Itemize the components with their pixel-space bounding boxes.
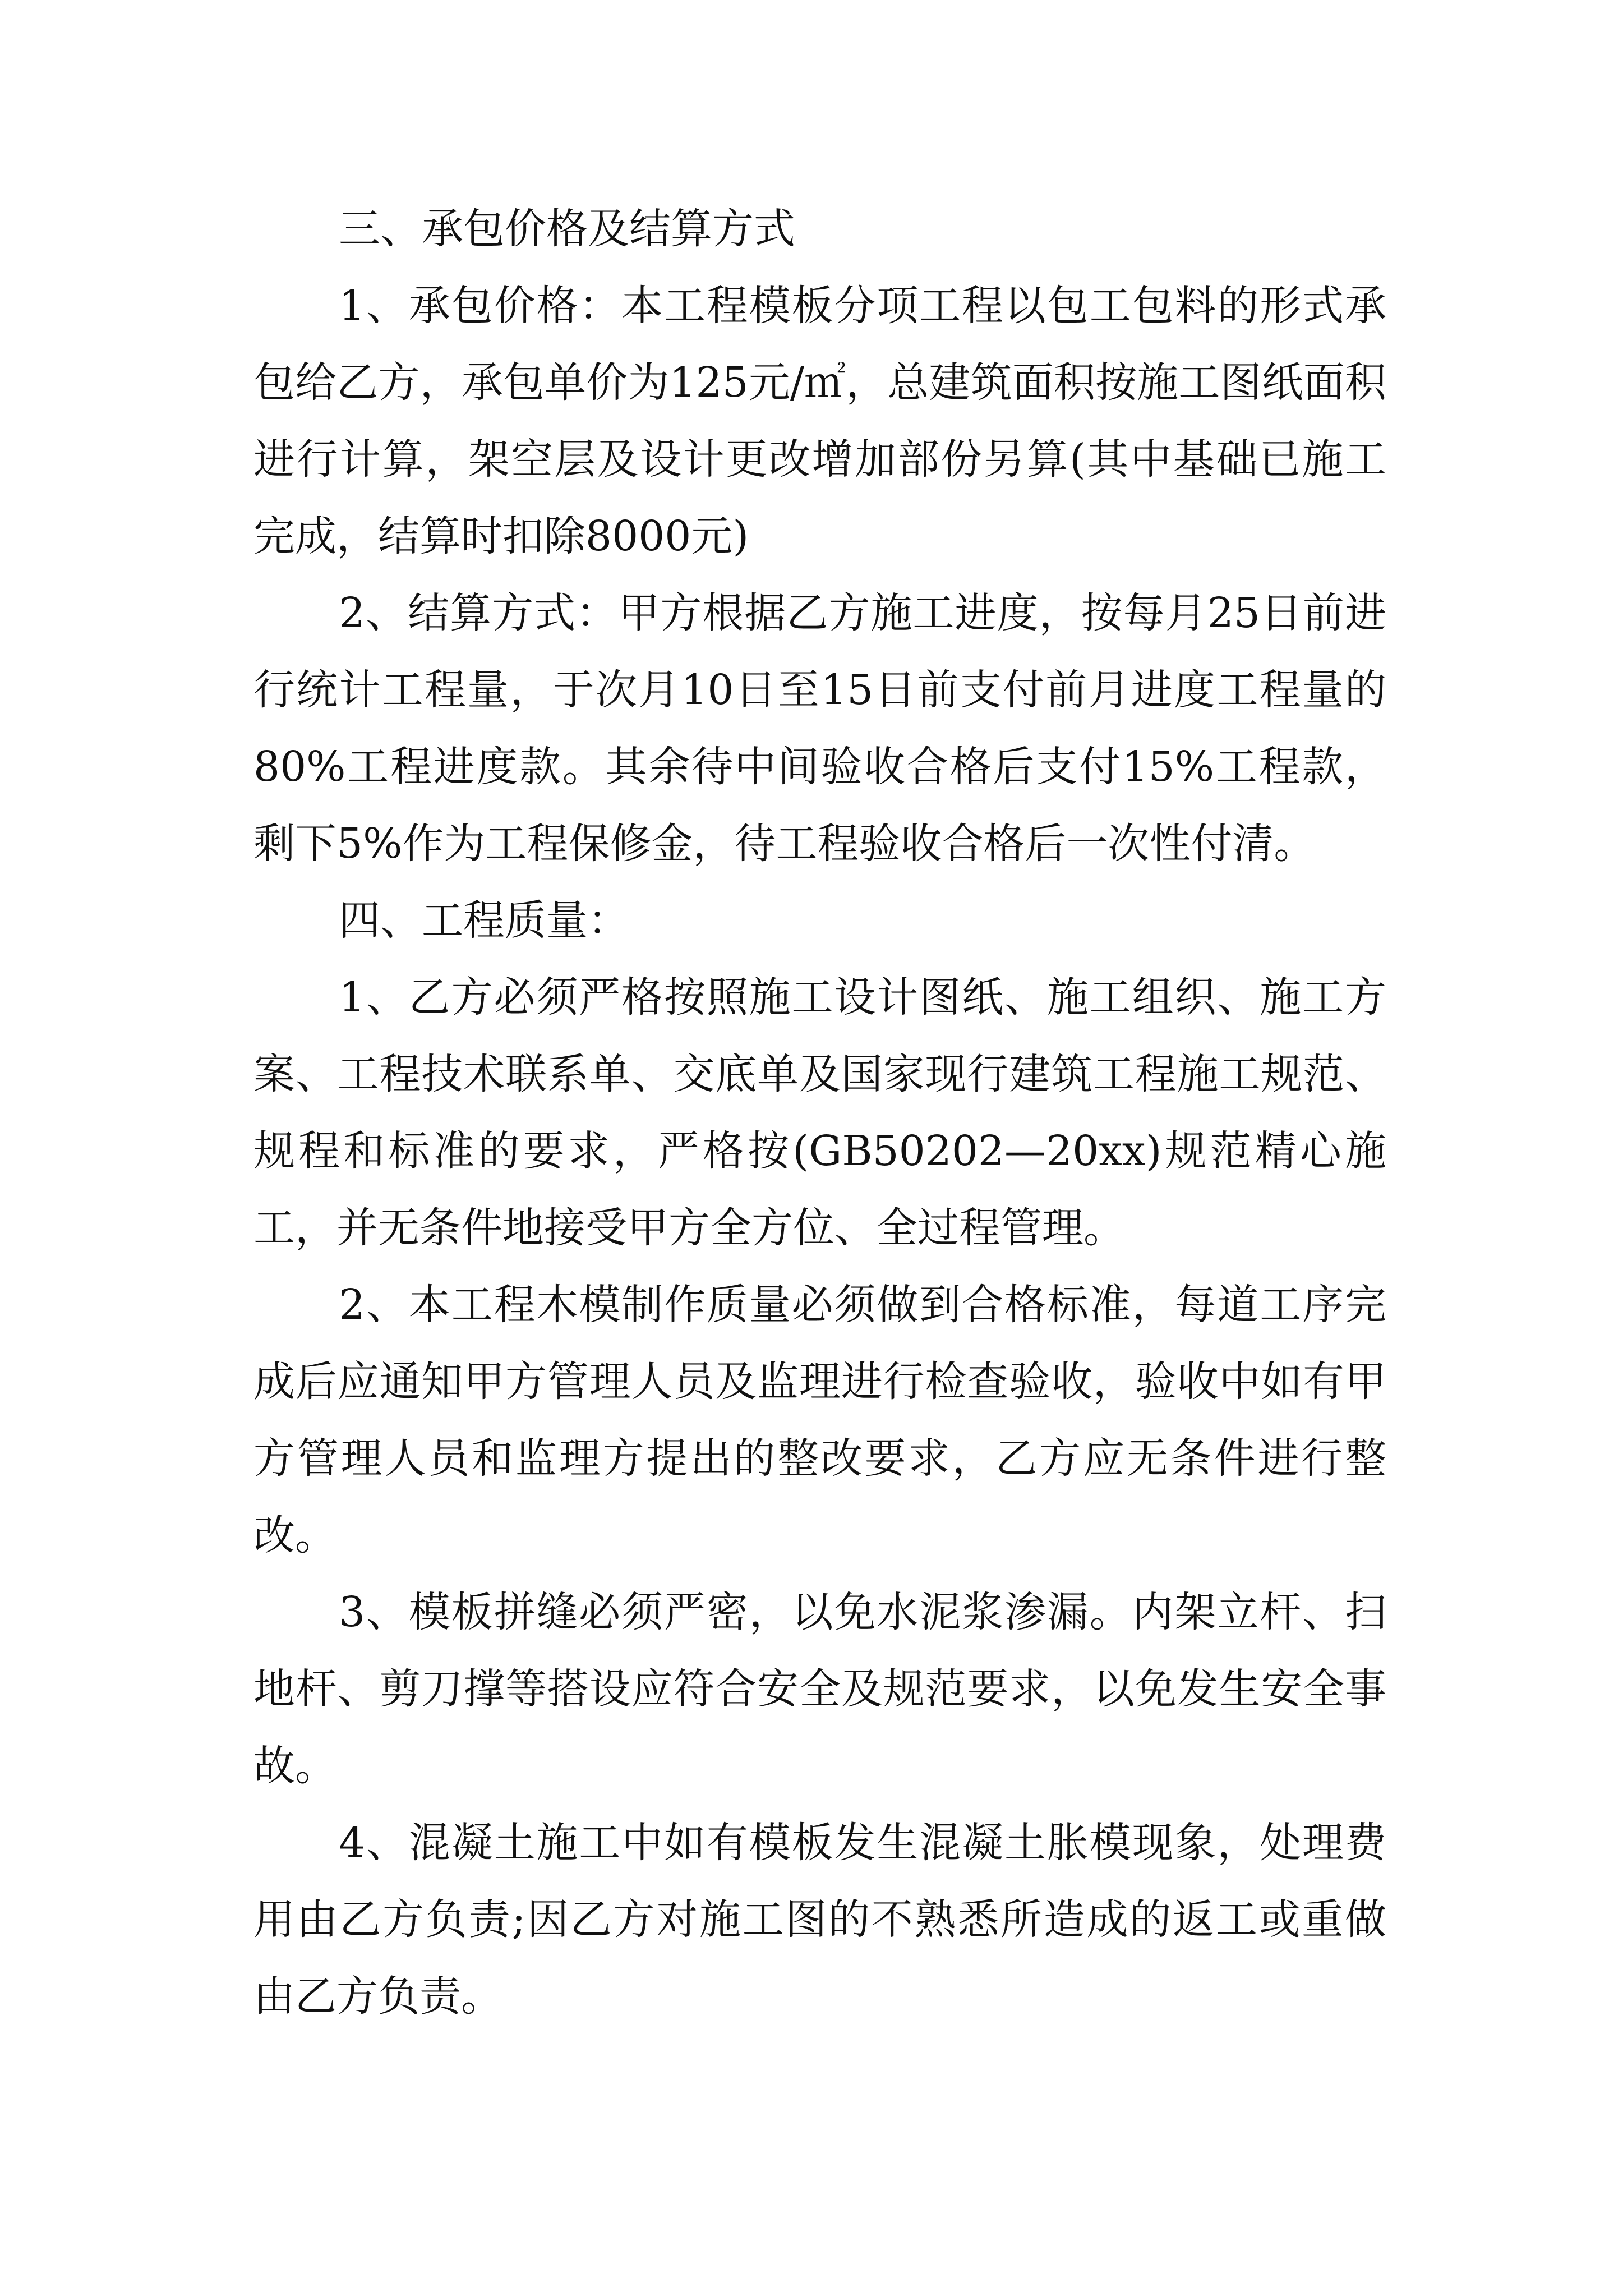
paragraph-concrete-expansion: 4、混凝土施工中如有模板发生混凝土胀模现象，处理费用由乙方负责;因乙方对施工图的不熟悉所造成的返工或重做由乙方负责。 bbox=[253, 1819, 1386, 2021]
paragraph-formwork-quality: 2、本工程木模制作质量必须做到合格标准，每道工序完成后应通知甲方管理人员及监理进行检查验收，验收中如有甲方管理人员和监理方提出的整改要求，乙方应无条件进行整改。 bbox=[253, 1281, 1386, 1559]
document-body bbox=[253, 191, 1386, 2035]
paragraph-joint-sealing: 3、模板拼缝必须严密，以免水泥浆渗漏。内架立杆、扫地杆、剪刀撑等搭设应符合安全及规范要求，以免发生安全事故。 bbox=[253, 1588, 1386, 1790]
paragraph-contract-price: 1、承包价格：本工程模板分项工程以包工包料的形式承包给乙方，承包单价为125元/㎡，总建筑面积按施工图纸面积进行计算，架空层及设计更改增加部份另算(其中基础已施工完成，结算时扣除8000元) bbox=[253, 282, 1386, 560]
paragraph-settlement-method: 2、结算方式：甲方根据乙方施工进度，按每月25日前进行统计工程量，于次月10日至15日前支付前月进度工程量的80%工程进度款。其余待中间验收合格后支付15%工程款，剩下5%作为工程保修金，待工程验收合格后一次性付清。 bbox=[253, 589, 1386, 868]
paragraph-quality-standards: 1、乙方必须严格按照施工设计图纸、施工组织、施工方案、工程技术联系单、交底单及国家现行建筑工程施工规范、规程和标准的要求，严格按(GB50202—20xx)规范精心施工，并无条件地接受甲方全方位、全过程管理。 bbox=[253, 973, 1386, 1252]
section-heading-quality: 四、工程质量： bbox=[339, 896, 629, 945]
section-heading-pricing: 三、承包价格及结算方式 bbox=[339, 205, 795, 253]
